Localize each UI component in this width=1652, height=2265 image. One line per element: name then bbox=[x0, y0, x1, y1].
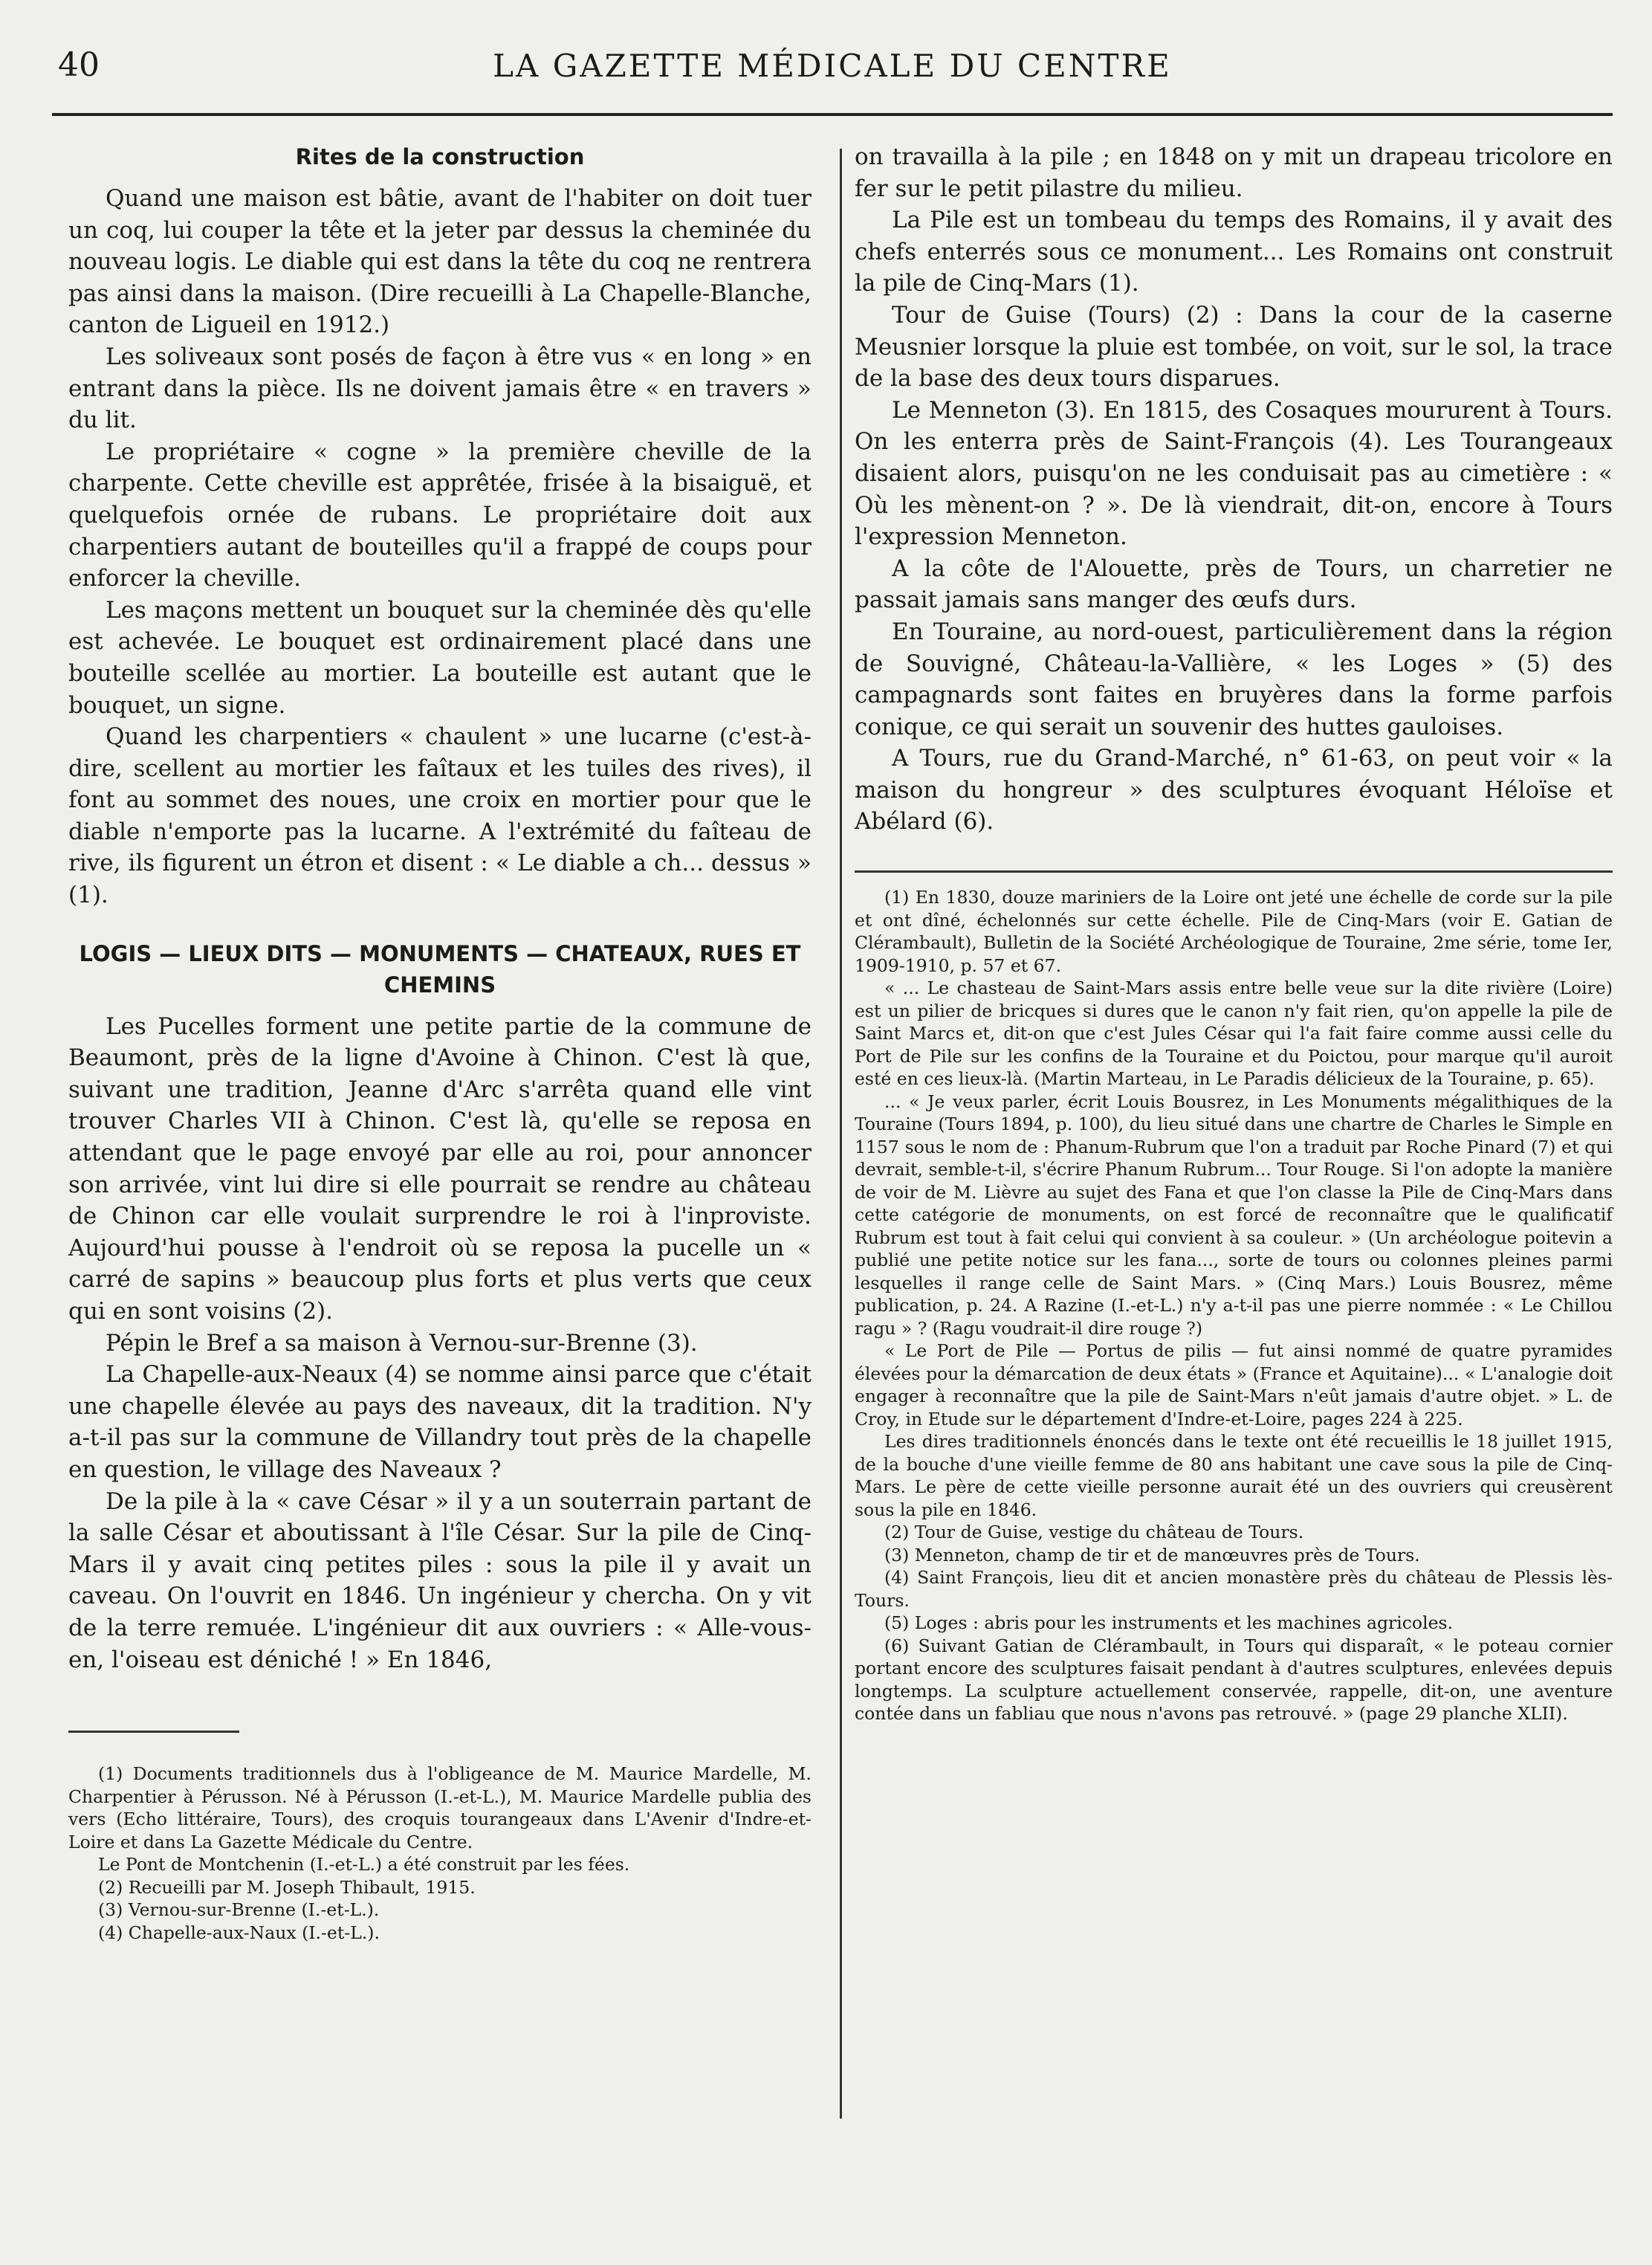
header-rule bbox=[52, 113, 1613, 116]
paragraph: La Pile est un tombeau du temps des Romains, il y avait des chefs enterrés sous ce monument... Les Romains ont construit la pile de Cinq-Mars (1). bbox=[855, 207, 1613, 297]
footnote: Les dires traditionnels énoncés dans le texte ont été recueillis le 18 juillet 1915, de la bouche d'une vieille femme de 80 ans habitant une cave sous la pile de Cinq-Mars. Le père de cette vieille personne aurait été un des ouvriers qui creusèrent sous la pile en 1846. bbox=[855, 1431, 1613, 1520]
footnote: « Le Port de Pile — Portus de pilis — fut ainsi nommé de quatre pyramides élevées pour la démarcation de deux états » (France et Aquitaine)... « L'analogie doit engager à reconnaître que la pile de Saint-Mars n'eût jamais d'autre objet. » L. de Croy, in Etude sur le département d'Indre-et-Loire, pages 224 à 225. bbox=[855, 1340, 1613, 1429]
footnote: ... « Je veux parler, écrit Louis Bousrez, in Les Monuments mégalithiques de la Touraine (Tours 1894, p. 100), du lieu situé dans une chartre de Charles le Simple en 1157 sous le nom de : Phanum-Rubrum que l'on a traduit par Roche Pinard (7) et qui devrait, semble-t-il, s'écrire Phanum Rubrum... Tour Rouge. Si l'on adopte la manière de voir de M. Lièvre au sujet des Fana et que l'on classe la Pile de Cinq-Mars dans cette catégorie de monuments, on est forcé de reconnaître que le qualificatif Rubrum est tout à fait celui qui convient à sa couleur. » (Un archéologue poitevin a publié une petite notice sur les fana..., sorte de tours ou colonnes pleines parmi lesquelles il range celle de Saint Mars. » (Cinq Mars.) Louis Bousrez, même publication, p. 24. A Razine (I.-et-L.) n'y a-t-il pas une pierre nommée : « Le Chillou ragu » ? (Ragu voudrait-il dire rouge ?) bbox=[855, 1091, 1613, 1339]
footnote: (1) Documents traditionnels dus à l'obligeance de M. Maurice Mardelle, M. Charpentier à Pérusson. Né à Pérusson (I.-et-L.), M. Maurice Mardelle publia des vers (Echo littéraire, Tours), des croquis tourangeaux dans L'Avenir d'Indre-et-Loire et dans La Gazette Médicale du Centre. bbox=[68, 1763, 812, 1852]
paragraph: Tour de Guise (Tours) (2) : Dans la cour de la caserne Meusnier lorsque la pluie est tombée, on voit, sur le sol, la trace de la base des deux tours disparues. bbox=[855, 301, 1613, 392]
column-divider bbox=[840, 149, 842, 2119]
left-column bbox=[68, 141, 812, 1944]
footnote: (3) Menneton, champ de tir et de manœuvres près de Tours. bbox=[884, 1544, 1420, 1566]
paragraph: En Touraine, au nord-ouest, particulièrement dans la région de Souvigné, Château-la-Vallière, « les Loges » (5) des campagnards sont faites en bruyères dans la forme parfois conique, ce qui serait un souvenir des huttes gauloises. bbox=[855, 618, 1613, 740]
footnote: (5) Loges : abris pour les instruments et les machines agricoles. bbox=[884, 1612, 1454, 1634]
footnote: « ... Le chasteau de Saint-Mars assis entre belle veue sur la dite rivière (Loire) est un pilier de bricques si dures que le canon n'y fait rien, qu'on appelle la pile de Saint Marcs et, dit-on que c'est Jules César qui l'a fait faire comme aussi celle du Port de Pile sur les confins de la Touraine et du Poictou, pour marque qu'il auroit esté en ces lieux-là. (Martin Marteau, in Le Paradis délicieux de la Touraine, p. 65). bbox=[855, 978, 1613, 1090]
paragraph: on travailla à la pile ; en 1848 on y mit un drapeau tricolore en fer sur le petit pilastre du milieu. bbox=[855, 143, 1613, 202]
section-title-rites: Rites de la construction bbox=[295, 144, 585, 169]
paragraph: La Chapelle-aux-Neaux (4) se nomme ainsi parce que c'était une chapelle élevée au pays des naveaux, dit la tradition. N'y a-t-il pas sur la commune de Villandry tout près de la chapelle en question, le village des Naveaux ? bbox=[68, 1361, 812, 1483]
footnote: (3) Vernou-sur-Brenne (I.-et-L.). bbox=[98, 1899, 380, 1921]
paragraph: Le Menneton (3). En 1815, des Cosaques moururent à Tours. On les enterra près de Saint-François (4). Les Tourangeaux disaient alors, puisqu'on ne les conduisait pas au cimetière : « Où les mènent-on ? ». De là viendrait, dit-on, encore à Tours l'expression Menneton. bbox=[855, 396, 1613, 551]
paragraph: De la pile à la « cave César » il y a un souterrain partant de la salle César et aboutissant à l'île César. Sur la pile de Cinq-Mars il y avait cinq petites piles : sous la pile il y avait un caveau. On l'ouvrit en 1846. Un ingénieur y chercha. On y vit de la terre remuée. L'ingénieur dit aux ouvriers : « Alle-vous-en, l'oiseau est déniché ! » En 1846, bbox=[68, 1487, 812, 1673]
paragraph: Les soliveaux sont posés de façon à être vus « en long » en entrant dans la pièce. Ils ne doivent jamais être « en travers » du lit. bbox=[68, 343, 812, 434]
paragraph: Pépin le Bref a sa maison à Vernou-sur-Brenne (3). bbox=[106, 1329, 698, 1357]
footnote: (2) Recueilli par M. Joseph Thibault, 1915. bbox=[98, 1876, 476, 1898]
journal-title: LA GAZETTE MÉDICALE DU CENTRE bbox=[493, 48, 1172, 84]
page-number: 40 bbox=[58, 46, 100, 84]
footnote: (6) Suivant Gatian de Clérambault, in Tours qui disparaît, « le poteau cornier portant encore des sculptures faisait pendant à d'autres sculptures, enlevées depuis longtemps. La sculpture actuellement conservée, rappelle, dit-on, une aventure contée dans un fabliau que nous n'avons pas retrouvé. » (page 29 planche XLII). bbox=[855, 1635, 1613, 1725]
paragraph: Les maçons mettent un bouquet sur la cheminée dès qu'elle est achevée. Le bouquet est ordinairement placé dans une bouteille scellée au mortier. La bouteille est autant que le bouquet, un signe. bbox=[68, 596, 812, 719]
footnote: (4) Chapelle-aux-Naux (I.-et-L.). bbox=[98, 1922, 380, 1943]
right-column bbox=[855, 141, 1613, 1725]
paragraph: A la côte de l'Alouette, près de Tours, un charretier ne passait jamais sans manger des œufs durs. bbox=[855, 555, 1613, 614]
section-title-logis: LOGIS — LIEUX DITS — MONUMENTS — CHATEAUX, RUES ET CHEMINS bbox=[79, 940, 801, 998]
paragraph: A Tours, rue du Grand-Marché, n° 61-63, on peut voir « la maison du hongreur » des sculptures évoquant Héloïse et Abélard (6). bbox=[855, 745, 1613, 836]
paragraph: Le propriétaire « cogne » la première cheville de la charpente. Cette cheville est apprêtée, frisée à la bisaiguë, et quelquefois ornée de rubans. Le propriétaire doit aux charpentiers autant de bouteilles qu'il a frappé de coups pour enforcer la cheville. bbox=[68, 438, 812, 592]
paragraph: Les Pucelles forment une petite partie de la commune de Beaumont, près de la ligne d'Avoine à Chinon. C'est là que, suivant une tradition, Jeanne d'Arc s'arrêta quand elle vint trouver Charles VII à Chinon. C'est là, qu'elle se reposa en attendant que le page envoyé par elle au roi, pour annoncer son arrivée, vint lui dire si elle pourrait se rendre au château de Chinon car elle voulait surprendre le roi à l'inproviste. Aujourd'hui pousse à l'endroit où se reposa la pucelle un « carré de sapins » beaucoup plus forts et plus verts que ceux qui en sont voisins (2). bbox=[68, 1012, 812, 1325]
footnote-rule bbox=[68, 1731, 239, 1733]
paragraph: Quand les charpentiers « chaulent » une lucarne (c'est-à-dire, scellent au mortier les faîtaux et les tuiles des rives), il font au sommet des noues, une croix en mortier pour que le diable n'emporte pas la lucarne. A l'extrémité du faîteau de rive, ils figurent un étron et disent : « Le diable a ch... dessus » (1). bbox=[68, 723, 812, 909]
footnote: (4) Saint François, lieu dit et ancien monastère près du château de Plessis lès-Tours. bbox=[855, 1567, 1613, 1611]
footnotes-block bbox=[855, 870, 1613, 1725]
paragraph: Quand une maison est bâtie, avant de l'habiter on doit tuer un coq, lui couper la tête et la jeter par dessus la cheminée du nouveau logis. Le diable qui est dans la tête du coq ne rentrera pas ainsi dans la maison. (Dire recueilli à La Chapelle-Blanche, canton de Ligueil en 1912.) bbox=[68, 185, 812, 339]
footnote: Le Pont de Montchenin (I.-et-L.) a été construit par les fées. bbox=[98, 1854, 630, 1875]
page-header bbox=[52, 46, 1613, 98]
footnote: (1) En 1830, douze mariniers de la Loire ont jeté une échelle de corde sur la pile et ont dîné, échelonnés sur cette échelle. Pile de Cinq-Mars (voir E. Gatian de Clérambault), Bulletin de la Société Archéologique de Touraine, 2me série, tome Ier, 1909-1910, p. 57 et 67. bbox=[855, 887, 1613, 976]
footnote: (2) Tour de Guise, vestige du château de Tours. bbox=[884, 1522, 1304, 1543]
